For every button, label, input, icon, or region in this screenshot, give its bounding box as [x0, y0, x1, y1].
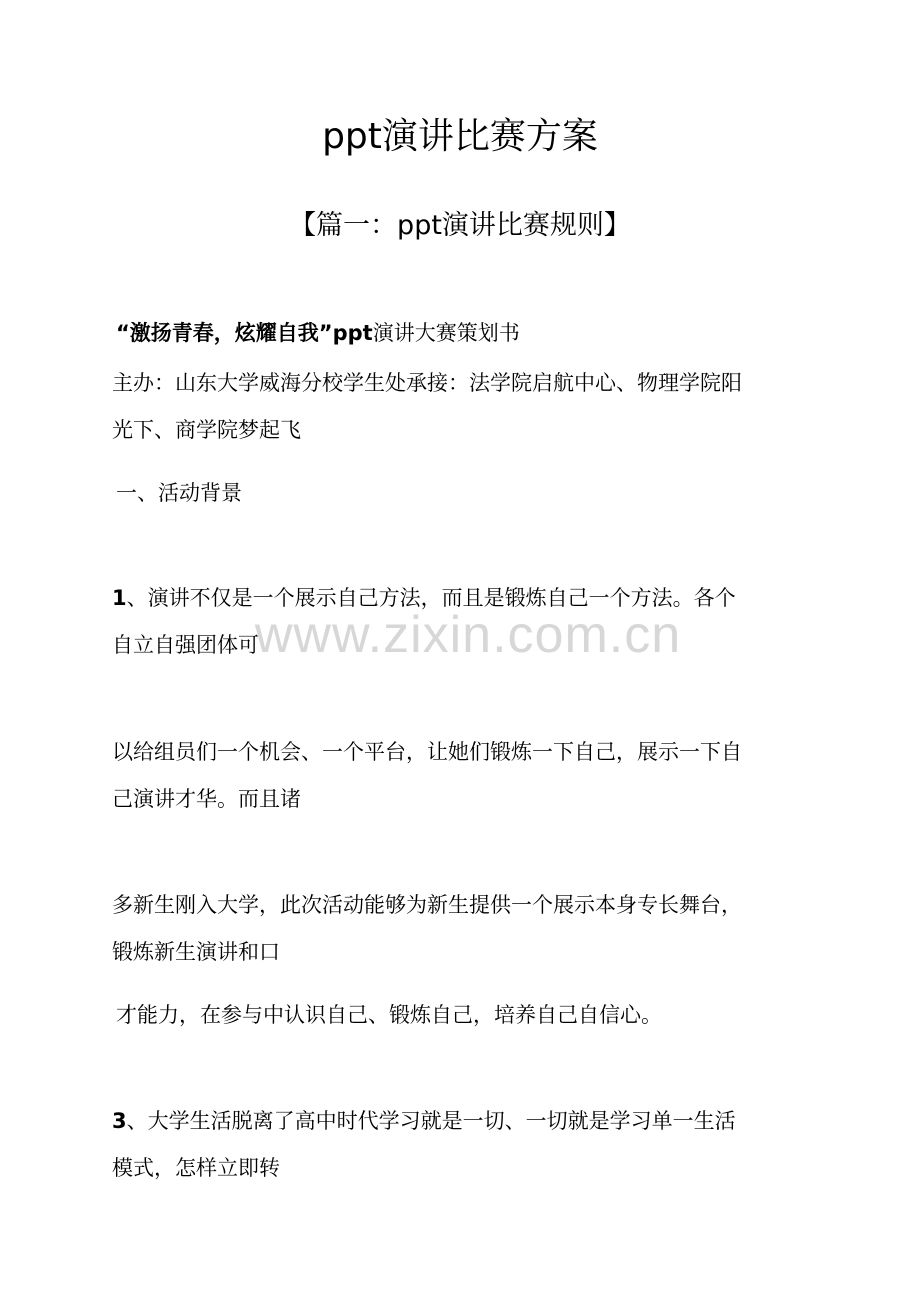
plan-heading: [116, 318, 816, 348]
plan-heading-rest: 演讲大赛策划书: [372, 321, 520, 345]
paragraph-1-text: 、演讲不仅是一个展示自己方法，而且是锻炼自己一个方法。各个: [126, 586, 736, 610]
paragraph-2-line-1: 以给组员们一个机会、一个平台，让她们锻炼一下自己，展示一下自: [112, 740, 742, 764]
paragraph-5-number: 3: [112, 1109, 127, 1133]
paragraph-5-line-2: 模式，怎样立即转: [112, 1156, 280, 1180]
paragraph-5-text: 、大学生活脱离了高中时代学习就是一切、一切就是学习单一生活: [126, 1109, 736, 1133]
organizer-line-1: 主办：山东大学威海分校学生处承接：法学院启航中心、物理学院阳: [112, 371, 742, 395]
paragraph-4-line-1: 才能力，在参与中认识自己、锻炼自己，培养自己自信心。: [116, 1003, 662, 1027]
paragraph-1-line-2: 自立自强团体可: [112, 633, 259, 657]
paragraph-3-line-2: 锻炼新生演讲和口: [112, 940, 280, 964]
document-subtitle: 【篇一：ppt演讲比赛规则】: [289, 210, 631, 241]
paragraph-2-line-2: 己演讲才华。而且诸: [112, 787, 301, 811]
organizer-line-2: 光下、商学院梦起飞: [112, 418, 301, 442]
site-watermark: www.zixin.com.cn: [254, 606, 682, 664]
section-heading-background: 一、活动背景: [116, 481, 242, 505]
paragraph-5-line-1: [112, 1106, 812, 1136]
paragraph-3-line-1: 多新生刚入大学，此次活动能够为新生提供一个展示本身专长舞台，: [112, 893, 742, 917]
document-title: ppt演讲比赛方案: [322, 116, 598, 157]
plan-heading-bold: “激扬青春，炫耀自我”ppt: [116, 321, 373, 345]
paragraph-1-number: 1: [112, 586, 127, 610]
